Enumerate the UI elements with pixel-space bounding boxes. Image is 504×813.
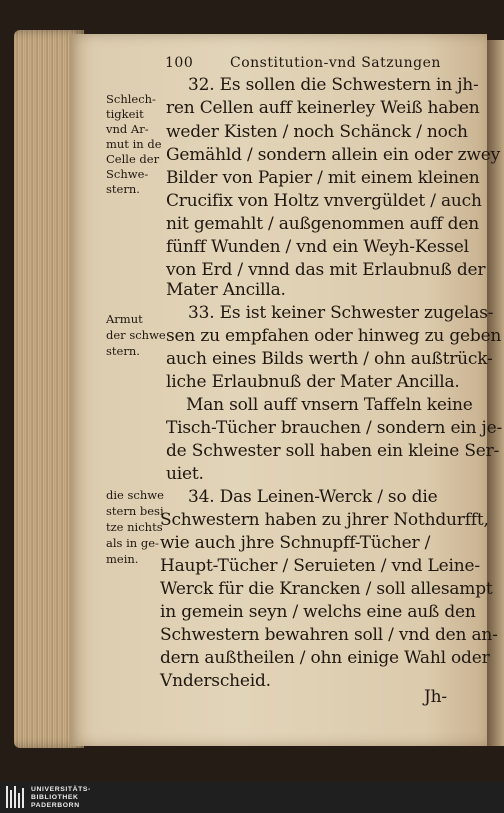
library-logo-line: PADERBORN <box>31 802 80 809</box>
catchword: Jh- <box>424 687 447 707</box>
body-text-line: liche Erlaubnuß der Mater Ancilla. <box>166 372 460 392</box>
body-text-line: wie auch jhre Schnupff-Tücher / <box>160 533 431 553</box>
page-number: 100 <box>165 55 194 71</box>
margin-note-line: stern. <box>106 182 140 196</box>
body-text-line: Crucifix von Holtz vnvergüldet / auch <box>166 191 482 211</box>
margin-note-line: vnd Ar- <box>106 122 149 136</box>
library-logo-line: BIBLIOTHEK <box>31 794 79 801</box>
margin-note-line: stern. <box>106 344 140 358</box>
body-text-line: 34. Das Leinen-Werck / so die <box>188 487 438 507</box>
margin-note-line: der schwe <box>106 328 166 342</box>
margin-note-line: tze nichts <box>106 520 163 534</box>
margin-note-line: Schlech- <box>106 92 156 106</box>
body-text-line: sen zu empfahen oder hinweg zu geben <box>166 326 502 346</box>
body-text-line: 33. Es ist keiner Schwester zugelas- <box>188 303 494 323</box>
body-text-line: Schwestern haben zu jhrer Nothdurfft, <box>160 510 489 530</box>
body-text-line: weder Kisten / noch Schänck / noch <box>166 122 468 142</box>
body-text-line: fünff Wunden / vnd ein Weyh-Kessel <box>166 237 469 257</box>
body-text-line: nit gemahlt / außgenommen auff den <box>166 214 479 234</box>
body-text-line: Schwestern bewahren soll / vnd den an- <box>160 625 498 645</box>
margin-note-line: tigkeit <box>106 107 144 121</box>
body-text-line: ren Cellen auff keinerley Weiß haben <box>166 98 480 118</box>
margin-note-line: Armut <box>106 312 143 326</box>
library-logo-icon <box>6 786 26 808</box>
margin-note-line: die schwe <box>106 488 164 502</box>
body-text-line: Gemähld / sondern allein ein oder zwey <box>166 145 501 165</box>
body-text-line: auch eines Bilds werth / ohn außtrück- <box>166 349 493 369</box>
body-text-line: Haupt-Tücher / Seruieten / vnd Leine- <box>160 556 480 576</box>
body-text-line: Bilder von Papier / mit einem kleinen <box>166 168 480 188</box>
body-text-line: von Erd / vnnd das mit Erlaubnuß der <box>166 260 486 280</box>
body-text-line: in gemein seyn / welchs eine auß den <box>160 602 476 622</box>
margin-note-line: als in ge- <box>106 536 159 550</box>
margin-note-line: mut in de <box>106 137 162 151</box>
margin-note-line: Schwe- <box>106 167 149 181</box>
margin-note-line: stern besi <box>106 504 164 518</box>
body-text-line: dern außtheilen / ohn einige Wahl oder <box>160 648 490 668</box>
margin-note-line: Celle der <box>106 152 160 166</box>
body-text-line: 32. Es sollen die Schwestern in jh- <box>188 75 479 95</box>
body-text-line: Tisch-Tücher brauchen / sondern ein je- <box>166 418 503 438</box>
margin-note-line: mein. <box>106 552 139 566</box>
library-logo-line: UNIVERSITÄTS- <box>31 786 91 793</box>
body-text-line: Werck für die Krancken / soll allesampt <box>160 579 493 599</box>
body-text-line: de Schwester soll haben ein kleine Ser- <box>166 441 500 461</box>
body-text-line: Mater Ancilla. <box>166 280 286 300</box>
body-text-line: Vnderscheid. <box>160 671 271 691</box>
body-text-line: uiet. <box>166 464 204 484</box>
body-text-line: Man soll auff vnsern Taffeln keine <box>186 395 473 415</box>
running-title: Constitution-vnd Satzungen <box>230 55 441 71</box>
